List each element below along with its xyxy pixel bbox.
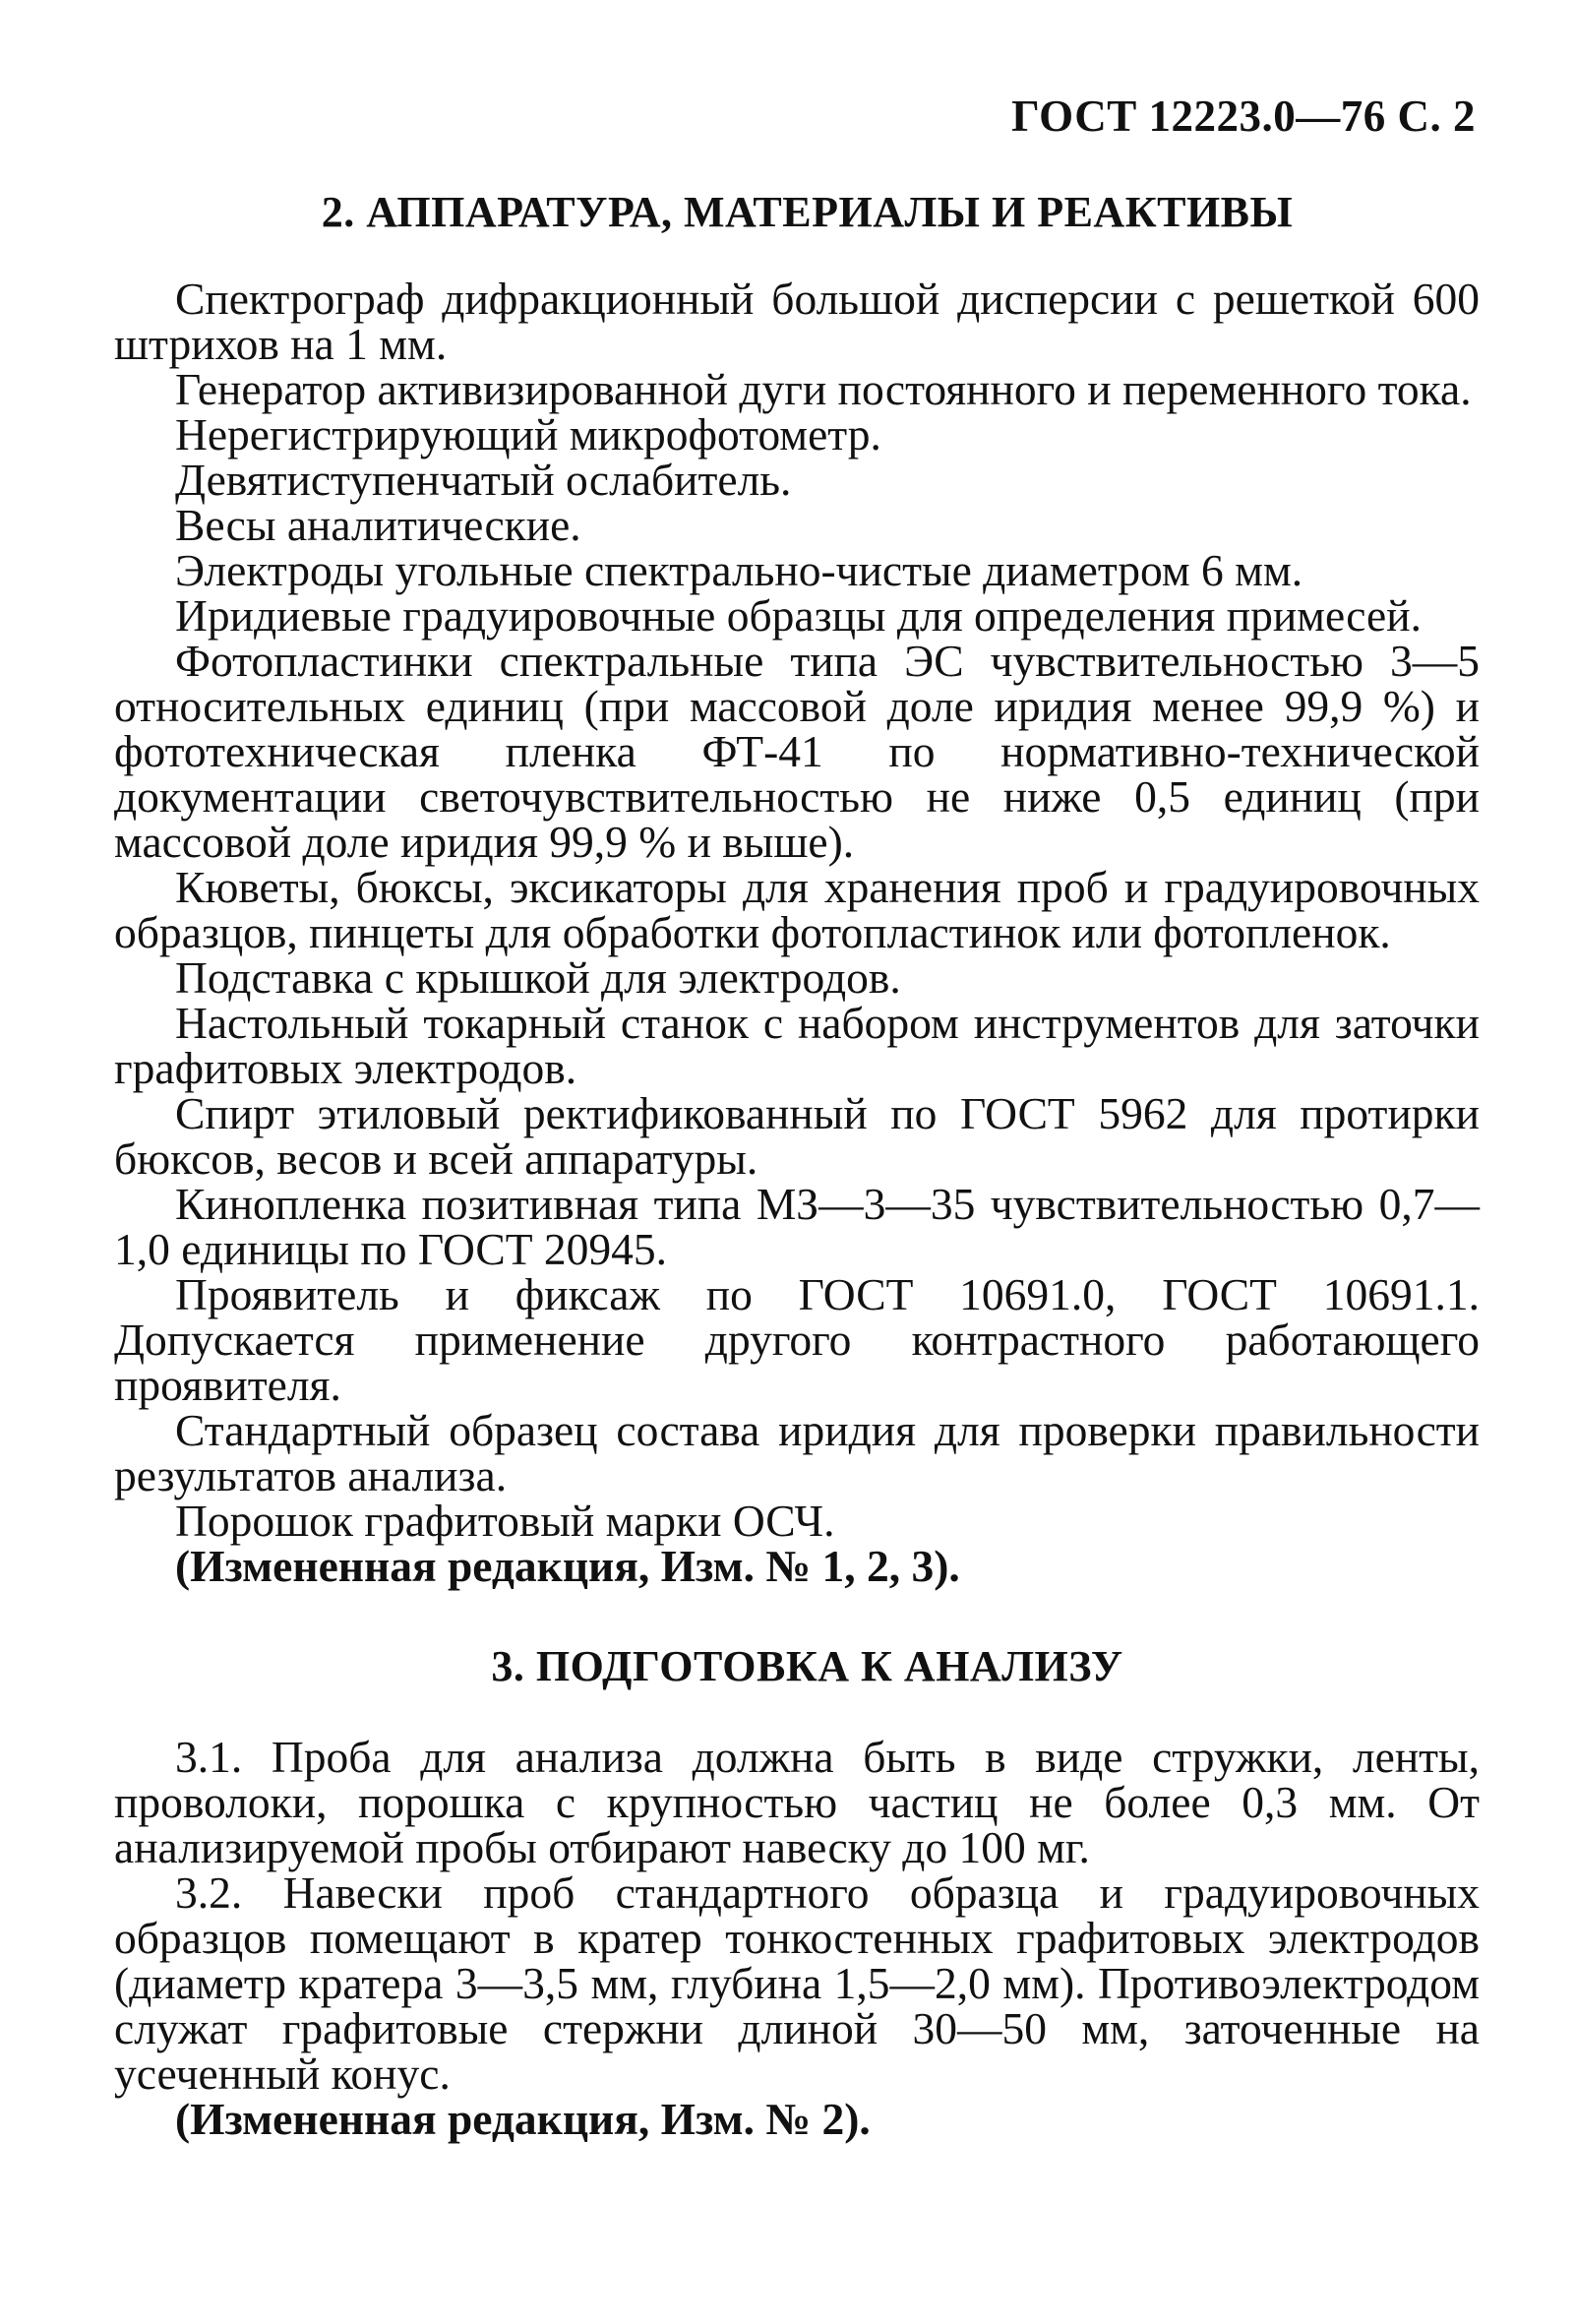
paragraph-alcohol: Спирт этиловый ректификованный по ГОСТ 5962 для протирки бюксов, весов и всей аппаратуры. bbox=[114, 1088, 1480, 1184]
amendment-note-section-3: (Измененная редакция, Изм. № 2). bbox=[175, 2094, 871, 2144]
paragraph-generator: Генератор активизированной дуги постоянного и переменного тока. bbox=[175, 364, 1472, 414]
paragraph-spectrograph: Спектрограф дифракционный большой дисперсии с решеткой 600 штрихов на 1 мм. bbox=[114, 274, 1480, 369]
paragraph-cuvettes: Кюветы, бюксы, эксикаторы для хранения проб и градуировочных образцов, пинцеты для обработки фотопластинок или фотопленок. bbox=[114, 862, 1480, 957]
clause-3-1: 3.1. Проба для анализа должна быть в виде стружки, ленты, проволоки, порошка с крупностью частиц не более 0,3 мм. От анализируемой пробы отбирают навеску до 100 мг. bbox=[114, 1732, 1480, 1872]
paragraph-scales: Весы аналитические. bbox=[175, 500, 581, 550]
section-3-body bbox=[114, 1732, 1480, 2144]
paragraph-stand: Подставка с крышкой для электродов. bbox=[175, 952, 901, 1003]
paragraph-standard-sample: Стандартный образец состава иридия для проверки правильности результатов анализа. bbox=[114, 1405, 1480, 1500]
paragraph-film: Кинопленка позитивная типа МЗ—3—35 чувствительностью 0,7—1,0 единицы по ГОСТ 20945. bbox=[114, 1179, 1480, 1274]
paragraph-attenuator: Девятиступенчатый ослабитель. bbox=[175, 455, 792, 505]
paragraph-developer: Проявитель и фиксаж по ГОСТ 10691.0, ГОСТ 10691.1. Допускается применение другого контрастного работающего проявителя. bbox=[114, 1269, 1480, 1410]
clause-3-2: 3.2. Навески проб стандартного образца и градуировочных образцов помещают в кратер тонкостенных графитовых электродов (диаметр кратера 3—3,5 мм, глубина 1,5—2,0 мм). Противоэлектродом служат графитовые стержни длиной 30—50 мм, заточенные на усеченный конус. bbox=[114, 1867, 1480, 2099]
page-header: ГОСТ 12223.0—76 С. 2 bbox=[1011, 92, 1476, 141]
paragraph-photoplates: Фотопластинки спектральные типа ЭС чувствительностью 3—5 относительных единиц (при массовой доле иридия менее 99,9 %) и фототехническая пленка ФТ-41 по нормативно-технической документации светочувствительностью не ниже 0,5 единиц (при массовой доле иридия 99,9 % и выше). bbox=[114, 636, 1480, 867]
paragraph-microphotometer: Нерегистрирующий микрофотометр. bbox=[175, 409, 881, 459]
paragraph-graphite-powder: Порошок графитовый марки ОСЧ. bbox=[175, 1496, 835, 1546]
amendment-note-section-2: (Измененная редакция, Изм. № 1, 2, 3). bbox=[175, 1541, 960, 1591]
paragraph-electrodes: Электроды угольные спектрально-чистые диаметром 6 мм. bbox=[175, 545, 1303, 595]
section-2-title: 2. АППАРАТУРА, МАТЕРИАЛЫ И РЕАКТИВЫ bbox=[321, 188, 1294, 236]
paragraph-lathe: Настольный токарный станок с набором инструментов для заточки графитовых электродов. bbox=[114, 998, 1480, 1093]
paragraph-iridium-samples: Иридиевые градуировочные образцы для определения примесей. bbox=[175, 590, 1422, 641]
section-3-title: 3. ПОДГОТОВКА К АНАЛИЗУ bbox=[491, 1642, 1123, 1690]
section-2-body bbox=[114, 276, 1480, 1589]
